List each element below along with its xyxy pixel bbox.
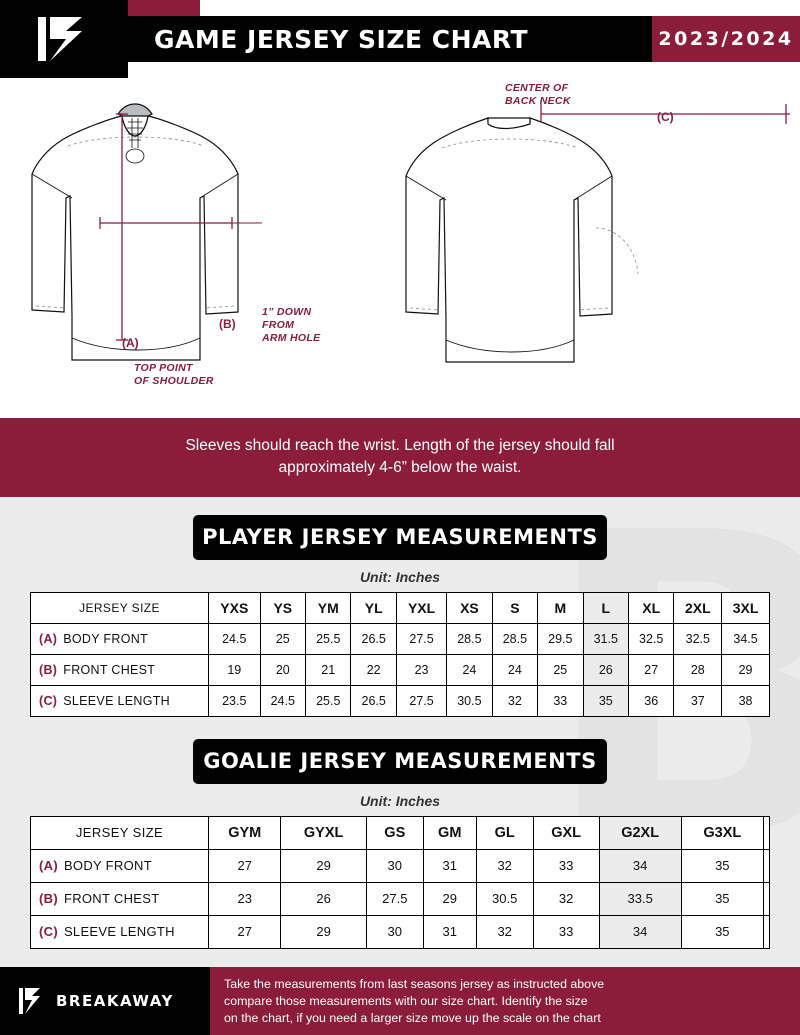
goalie-cell-0-0: 27	[209, 849, 281, 882]
player-cell-0-10: 32.5	[674, 623, 722, 654]
goalie-cell-2-4: 32	[476, 915, 533, 948]
jersey-diagram-svg	[0, 78, 800, 418]
goalie-measurements-table	[30, 816, 770, 949]
player-row-1-name: FRONT CHEST	[63, 662, 156, 677]
goalie-row-2-name: SLEEVE LENGTH	[63, 924, 175, 940]
goalie-cell-1-5: 32	[533, 882, 599, 915]
player-cell-2-8: 35	[583, 685, 628, 716]
front-label-b	[262, 306, 320, 345]
table-row	[31, 915, 770, 948]
front-label-a	[134, 362, 214, 388]
player-row-2-tag: (C)	[39, 693, 58, 708]
goalie-size-header: JERSEY SIZE	[31, 816, 209, 849]
goalie-row-1-name: FRONT CHEST	[63, 891, 160, 907]
front-label-b-line3: ARM HOLE	[262, 332, 321, 345]
player-cell-2-3: 26.5	[351, 685, 396, 716]
goalie-cell-1-1: 26	[281, 882, 366, 915]
goalie-cell-1-4: 30.5	[476, 882, 533, 915]
player-row-1-tag: (B)	[39, 662, 58, 677]
player-size-col-8: L	[583, 592, 628, 623]
back-label-c	[505, 82, 571, 108]
table-header-row	[31, 816, 770, 849]
player-cell-0-3: 26.5	[351, 623, 396, 654]
player-row-0-tag: (A)	[39, 631, 58, 646]
goalie-cell-1-3: 29	[423, 882, 476, 915]
table-row	[31, 882, 770, 915]
player-cell-2-2: 25.5	[306, 685, 351, 716]
player-cell-0-4: 27.5	[396, 623, 446, 654]
player-cell-2-6: 32	[492, 685, 537, 716]
banner-line-1: Sleeves should reach the wrist. Length of the jersey should fall	[185, 437, 615, 454]
player-cell-1-1: 20	[260, 654, 305, 685]
footer-brand-name: BREAKAWAY	[56, 992, 174, 1010]
table-header-row	[31, 592, 770, 623]
back-marker-c: (C)	[657, 110, 674, 124]
goalie-cell-0-empty	[763, 849, 769, 882]
goalie-cell-0-1: 29	[281, 849, 366, 882]
goalie-size-col-2: GS	[366, 816, 423, 849]
player-cell-1-3: 22	[351, 654, 396, 685]
breakaway-b-logo-icon	[36, 13, 92, 65]
goalie-cell-2-1: 29	[281, 915, 366, 948]
goalie-cell-0-7: 35	[681, 849, 763, 882]
front-jersey-illustration	[32, 104, 238, 360]
player-size-col-1: YS	[260, 592, 305, 623]
goalie-cell-1-7: 35	[681, 882, 763, 915]
player-size-col-11: 3XL	[722, 592, 770, 623]
table-row	[31, 623, 770, 654]
player-cell-0-5: 28.5	[447, 623, 492, 654]
goalie-row-2-label	[31, 915, 209, 948]
page-title: GAME JERSEY SIZE CHART	[154, 24, 529, 54]
goalie-cell-2-5: 33	[533, 915, 599, 948]
player-cell-0-1: 25	[260, 623, 305, 654]
table-row	[31, 685, 770, 716]
goalie-size-col-empty	[763, 816, 769, 849]
player-cell-2-4: 27.5	[396, 685, 446, 716]
goalie-cell-2-2: 30	[366, 915, 423, 948]
jersey-illustrations	[0, 78, 800, 418]
footer-brand	[0, 967, 210, 1035]
season-badge: 2023/2024	[652, 16, 800, 62]
player-row-0-label	[31, 623, 209, 654]
goalie-size-col-0: GYM	[209, 816, 281, 849]
player-size-col-6: S	[492, 592, 537, 623]
footer-line-1: Take the measurements from last seasons jersey as instructed above	[224, 977, 605, 991]
back-label-c-line1: CENTER OF	[505, 82, 569, 94]
player-cell-0-11: 34.5	[722, 623, 770, 654]
player-section-title: PLAYER JERSEY MEASUREMENTS	[193, 515, 607, 560]
player-cell-0-2: 25.5	[306, 623, 351, 654]
goalie-cell-0-3: 31	[423, 849, 476, 882]
player-size-col-0: YXS	[209, 592, 261, 623]
player-size-col-2: YM	[306, 592, 351, 623]
goalie-row-0-name: BODY FRONT	[63, 858, 152, 874]
table-row	[31, 654, 770, 685]
player-cell-2-1: 24.5	[260, 685, 305, 716]
goalie-section-title: GOALIE JERSEY MEASUREMENTS	[193, 739, 607, 784]
player-row-2-name: SLEEVE LENGTH	[63, 693, 170, 708]
player-cell-1-6: 24	[492, 654, 537, 685]
back-label-c-line2: BACK NECK	[505, 95, 571, 108]
goalie-row-0-label	[31, 849, 209, 882]
player-cell-1-11: 29	[722, 654, 770, 685]
player-row-2-label	[31, 685, 209, 716]
player-measurements-table	[30, 592, 770, 717]
player-cell-2-0: 23.5	[209, 685, 261, 716]
goalie-cell-0-5: 33	[533, 849, 599, 882]
player-cell-0-8: 31.5	[583, 623, 628, 654]
player-cell-2-11: 38	[722, 685, 770, 716]
goalie-cell-2-empty	[763, 915, 769, 948]
player-cell-2-5: 30.5	[447, 685, 492, 716]
goalie-cell-0-6: 34	[599, 849, 681, 882]
player-size-col-9: XL	[629, 592, 674, 623]
front-label-b-line2: FROM	[262, 319, 295, 332]
front-label-a-line1: TOP POINT	[134, 362, 193, 374]
front-marker-b: (B)	[219, 317, 236, 331]
player-cell-2-9: 36	[629, 685, 674, 716]
front-label-b-line1: 1” DOWN	[262, 306, 312, 318]
player-size-header: JERSEY SIZE	[31, 592, 209, 623]
player-cell-1-10: 28	[674, 654, 722, 685]
goalie-row-2-tag: (C)	[39, 924, 58, 940]
player-cell-1-9: 27	[629, 654, 674, 685]
player-cell-1-0: 19	[209, 654, 261, 685]
player-cell-1-4: 23	[396, 654, 446, 685]
player-size-col-10: 2XL	[674, 592, 722, 623]
footer-instructions	[210, 967, 800, 1035]
goalie-unit-label: Unit: Inches	[359, 792, 441, 809]
brand-logo	[0, 0, 128, 78]
player-cell-0-0: 24.5	[209, 623, 261, 654]
player-size-col-4: YXL	[396, 592, 446, 623]
goalie-cell-0-2: 30	[366, 849, 423, 882]
goalie-size-col-6: G2XL	[599, 816, 681, 849]
goalie-cell-1-6: 33.5	[599, 882, 681, 915]
goalie-row-0-tag: (A)	[39, 858, 58, 874]
player-cell-1-8: 26	[583, 654, 628, 685]
goalie-size-col-1: GYXL	[281, 816, 366, 849]
breakaway-b-logo-icon	[18, 986, 44, 1016]
goalie-cell-1-2: 27.5	[366, 882, 423, 915]
player-row-0-name: BODY FRONT	[63, 631, 148, 646]
goalie-size-col-5: GXL	[533, 816, 599, 849]
instruction-banner	[0, 418, 800, 497]
player-row-1-label	[31, 654, 209, 685]
player-jersey-section	[0, 497, 800, 717]
goalie-size-col-7: G3XL	[681, 816, 763, 849]
goalie-size-col-3: GM	[423, 816, 476, 849]
front-marker-a: (A)	[122, 336, 139, 350]
goalie-cell-2-3: 31	[423, 915, 476, 948]
back-jersey-illustration	[406, 118, 638, 362]
player-cell-2-7: 33	[538, 685, 583, 716]
goalie-cell-2-7: 35	[681, 915, 763, 948]
player-size-col-5: XS	[447, 592, 492, 623]
page-header	[0, 0, 800, 78]
front-label-a-line2: OF SHOULDER	[134, 375, 214, 388]
footer-line-2: compare those measurements with our size chart. Identify the size	[224, 994, 588, 1009]
player-cell-1-5: 24	[447, 654, 492, 685]
footer-line-3: on the chart, if you need a larger size move up the scale on the chart	[224, 1011, 601, 1026]
player-cell-0-6: 28.5	[492, 623, 537, 654]
goalie-cell-2-0: 27	[209, 915, 281, 948]
goalie-cell-2-6: 34	[599, 915, 681, 948]
goalie-row-1-label	[31, 882, 209, 915]
player-unit-label: Unit: Inches	[359, 568, 441, 585]
player-cell-2-10: 37	[674, 685, 722, 716]
goalie-cell-1-empty	[763, 882, 769, 915]
goalie-row-1-tag: (B)	[39, 891, 58, 907]
goalie-size-col-4: GL	[476, 816, 533, 849]
player-cell-1-2: 21	[306, 654, 351, 685]
goalie-cell-1-0: 23	[209, 882, 281, 915]
player-cell-1-7: 25	[538, 654, 583, 685]
goalie-jersey-section	[0, 717, 800, 949]
banner-line-2: approximately 4-6” below the waist.	[278, 459, 522, 477]
page-footer	[0, 967, 800, 1035]
player-cell-0-7: 29.5	[538, 623, 583, 654]
table-row	[31, 849, 770, 882]
player-cell-0-9: 32.5	[629, 623, 674, 654]
player-size-col-3: YL	[351, 592, 396, 623]
player-size-col-7: M	[538, 592, 583, 623]
goalie-cell-0-4: 32	[476, 849, 533, 882]
